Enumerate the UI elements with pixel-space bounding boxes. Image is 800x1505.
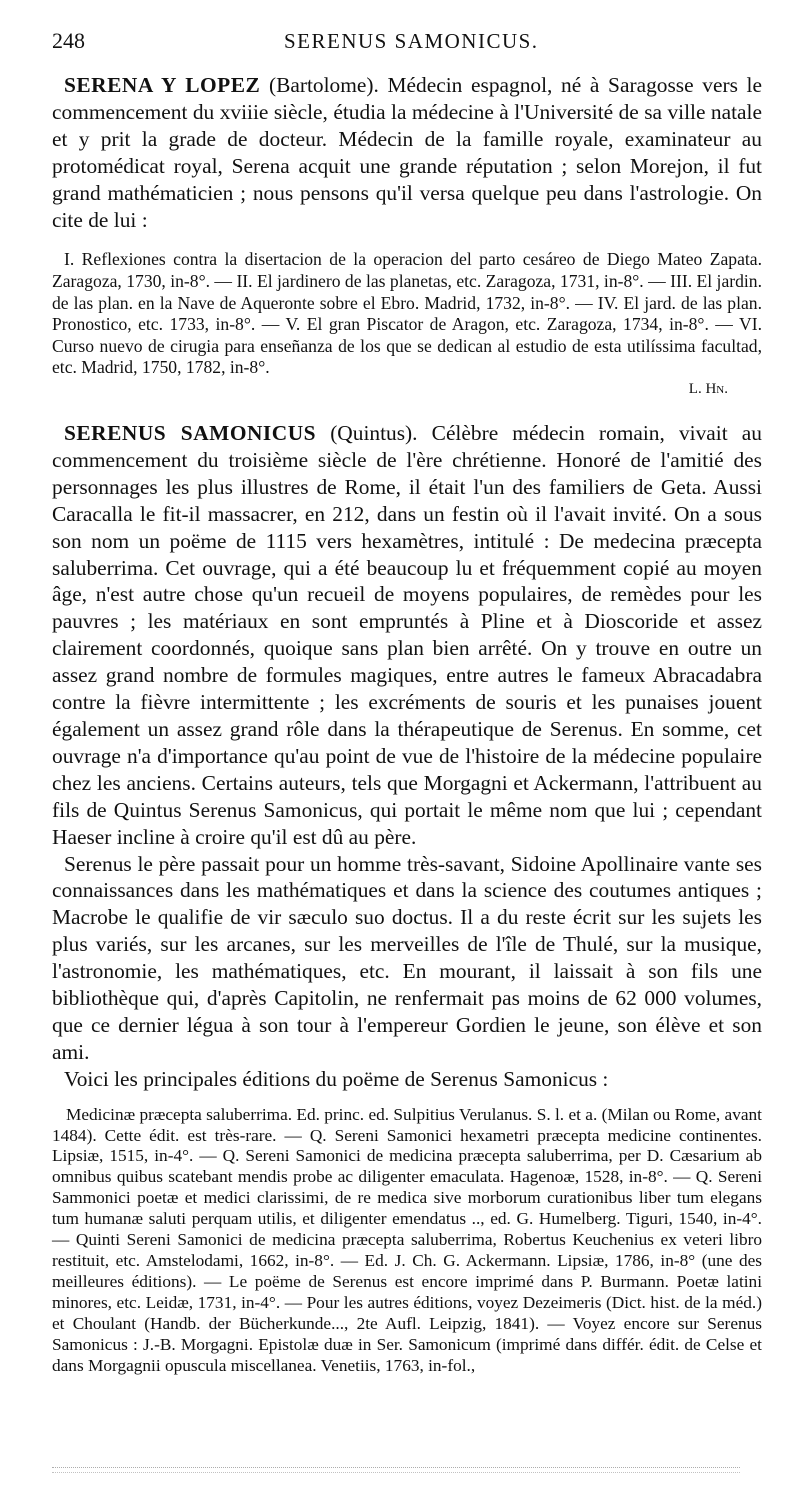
entry-serenus-samonicus	[52, 420, 762, 1376]
entry-paragraph	[52, 72, 762, 233]
editions-bibliography: Medicinæ præcepta saluberrima. Ed. princ. ed. Sulpitius Verulanus. S. l. et a. (Milan ou Rome, avant 1484). Cette édit. est très-rare. — Q. Sereni Samonici hexametri præcepta medicine continentes. Lipsiæ, 1515, in-4°. — Q. Sereni Samonici de medicina præcepta saluberrima, per D. Cæsarium ab omnibus quibus scatebant mendis probe ac diligenter emaculata. Hagenoæ, 1528, in-8°. — Q. Sereni Sammonici poetæ et medici clarissimi, de re medica sive morborum curationibus liber tum elegans tum humanæ saluti perquam utilis, et diligenter emendatus .., ed. G. Humelberg. Tiguri, 1540, in-4°. — Quinti Sereni Samonici de medicina præcepta saluberrima, Robertus Keuchenius ex veteri libro restituit, etc. Amstelodami, 1662, in-8°. — Ed. J. Ch. G. Ackermann. Lipsiæ, 1786, in-8° (une des meilleures éditions). — Le poëme de Serenus est encore imprimé dans P. Burmann. Poetæ latini minores, etc. Leidæ, 1731, in-4°. — Pour les autres éditions, voyez Dezeimeris (Dict. hist. de la méd.) et Choulant (Handb. der Bücherkunde..., 2te Aufl. Leipzig, 1841). — Voyez encore sur Serenus Samonicus : J.-B. Morgagni. Epistolæ duæ in Ser. Samonicum (imprimé dans différ. édit. de Celse et dans Morgagnii opuscula miscellanea. Venetiis, 1763, in-fol.,	[52, 1104, 762, 1375]
entry-paragraph-2: Serenus le père passait pour un homme très-savant, Sidoine Apollinaire vante ses connaissances dans les mathématiques et dans la science des coutumes antiques ; Macrobe le qualifie de vir sæculo suo doctus. Il a du reste écrit sur les sujets les plus variés, sur les arcanes, sur les merveilles de l'île de Thulé, sur la musique, l'astronomie, les mathématiques, etc. En mourant, il laissait à son fils une bibliothèque qui, d'après Capitolin, ne renfermait pas moins de 62 000 volumes, que ce dernier légua à son tour à l'empereur Gordien le jeune, son élève et son ami.	[52, 851, 762, 1064]
entry-name: SERENUS SAMONICUS	[64, 421, 317, 445]
page-number: 248	[52, 28, 85, 53]
page-header	[52, 28, 762, 64]
entry-forename: (Bartolome).	[268, 73, 379, 97]
running-title: SERENUS SAMONICUS.	[284, 29, 539, 53]
entry-serena-y-lopez	[52, 72, 762, 398]
entry-text: Célèbre médecin romain, vivait au commencement du troisième siècle de l'ère chrétienne. Honoré de l'amitié des personnages les plus illustres de Rome, il était l'un des familiers de Geta. Aussi Caracalla le fit-il massacrer, en 212, dans un festin où il l'avait invité. On a sous son nom un poëme de 1115 vers hexamètres, intitulé : De medecina præcepta saluberrima. Cet ouvrage, qui a été beaucoup lu et fréquemment copié au moyen âge, n'est autre chose qu'un recueil de moyens populaires, de remèdes pour les pauvres ; les matériaux en sont empruntés à Pline et à Dioscoride et assez clairement coordonnés, quoique sans plan bien arrêté. On y trouve en outre un assez grand nombre de formules magiques, entre autres le fameux Abracadabra contre la fièvre intermittente ; les excréments de souris et les punaises jouent également un assez grand rôle dans la thérapeutique de Serenus. En somme, cet ouvrage n'a d'importance qu'au point de vue de l'histoire de la médecine populaire chez les anciens. Certains auteurs, tels que Morgagni et Ackermann, l'attribuent au fils de Quintus Serenus Samonicus, qui portait le même nom que lui ; cependant Haeser incline à croire qu'il est dû au père.	[52, 421, 762, 849]
entry-text: Médecin espagnol, né à Saragosse vers le commencement du xviiie siècle, étudia la médecine à l'Université de sa ville natale et y prit la grade de docteur. Médecin de la famille royale, examinateur au protomédicat royal, Serena acquit une grande réputation ; selon Morejon, il fut grand mathématicien ; nous pensons qu'il versa quelque peu dans l'astrologie. On cite de lui :	[52, 73, 762, 232]
entry-paragraph-3: Voici les principales éditions du poëme de Serenus Samonicus :	[64, 1066, 609, 1091]
entry-name: SERENA Y LOPEZ	[64, 73, 261, 97]
footer-rule	[52, 1467, 740, 1473]
entry-paragraph	[52, 420, 762, 851]
author-signature: L. Hn.	[688, 381, 728, 397]
bibliography: I. Reflexiones contra la disertacion de la operacion del parto cesáreo de Diego Mateo Zapata. Zaragoza, 1730, in-8°. — II. El jardinero de las planetas, etc. Zaragoza, 1731, in-8°. — III. El jardin. de las plan. en la Nave de Aqueronte sobre el Ebro. Madrid, 1732, in-8°. — IV. El jard. de las plan. Pronostico, etc. 1733, in-8°. — V. El gran Piscator de Aragon, etc. Zaragoza, 1734, in-8°. — VI. Curso nuevo de cirugia para enseñanza de los que se dedican al estudio de esta utilíssima facultad, etc. Madrid, 1750, 1782, in-8°.	[52, 249, 762, 378]
entry-forename: (Quintus).	[330, 421, 418, 445]
